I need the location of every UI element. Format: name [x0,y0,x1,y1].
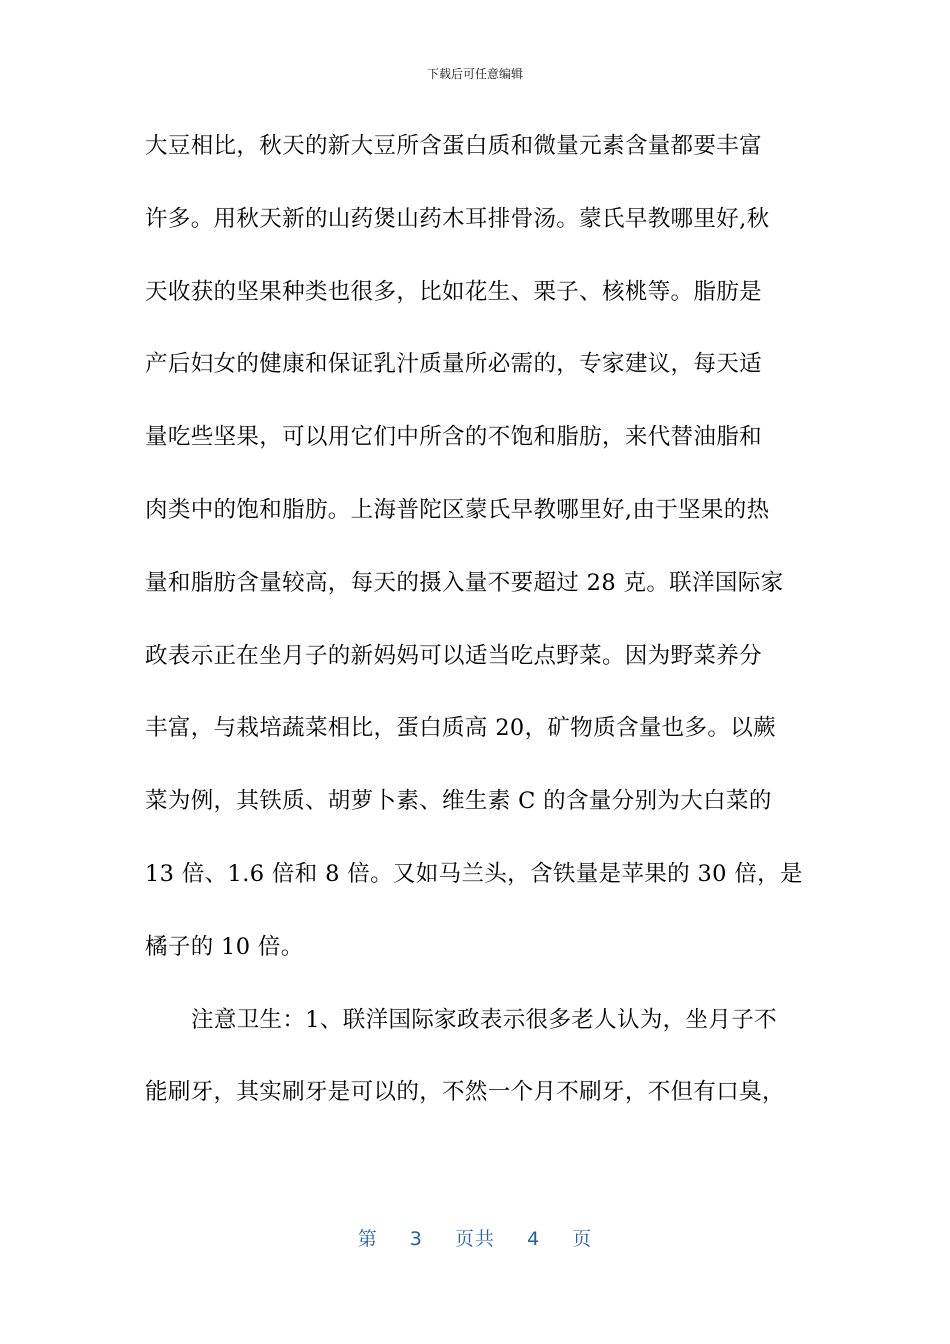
text-line: 能刷牙，其实刷牙是可以的，不然一个月不刷牙，不但有口臭， [145,1079,785,1106]
footer-middle: 页共 [454,1228,495,1250]
total-pages-number: 4 [527,1228,541,1250]
document-body [145,110,805,1129]
footer-suffix: 页 [572,1228,593,1250]
text-line: 天收获的坚果种类也很多，比如花生、栗子、核桃等。脂肪是 [145,278,762,305]
page-header: 下载后可任意编辑 [426,67,523,81]
text-line: 丰富，与栽培蔬菜相比，蛋白质高 20，矿物质含量也多。以蕨 [145,715,776,742]
text-line: 产后妇女的健康和保证乳汁质量所必需的，专家建议，每天适 [145,351,762,378]
text-line: 政表示正在坐月子的新妈妈可以适当吃点野菜。因为野菜养分 [145,642,762,669]
text-line: 菜为例，其铁质、胡萝卜素、维生素 C 的含量分别为大白菜的 [145,788,772,815]
text-line: 橘子的 10 倍。 [145,933,304,960]
text-line: 量和脂肪含量较高，每天的摄入量不要超过 28 克。联洋国际家 [145,569,784,596]
footer-prefix: 第 [357,1228,378,1250]
text-line: 量吃些坚果，可以用它们中所含的不饱和脂肪，来代替油脂和 [145,424,762,451]
page-footer [0,1224,950,1254]
text-line: 肉类中的饱和脂肪。上海普陀区蒙氏早教哪里好,由于坚果的热 [145,496,770,523]
paragraph-start-line: 注意卫生：1、联洋国际家政表示很多老人认为，坐月子不 [191,1006,777,1033]
current-page-number: 3 [409,1228,423,1250]
text-line: 大豆相比，秋天的新大豆所含蛋白质和微量元素含量都要丰富 [145,133,762,159]
text-line: 许多。用秋天新的山药煲山药木耳排骨汤。蒙氏早教哪里好,秋 [145,205,770,232]
text-line: 13 倍、1.6 倍和 8 倍。又如马兰头，含铁量是苹果的 30 倍，是 [145,860,803,887]
